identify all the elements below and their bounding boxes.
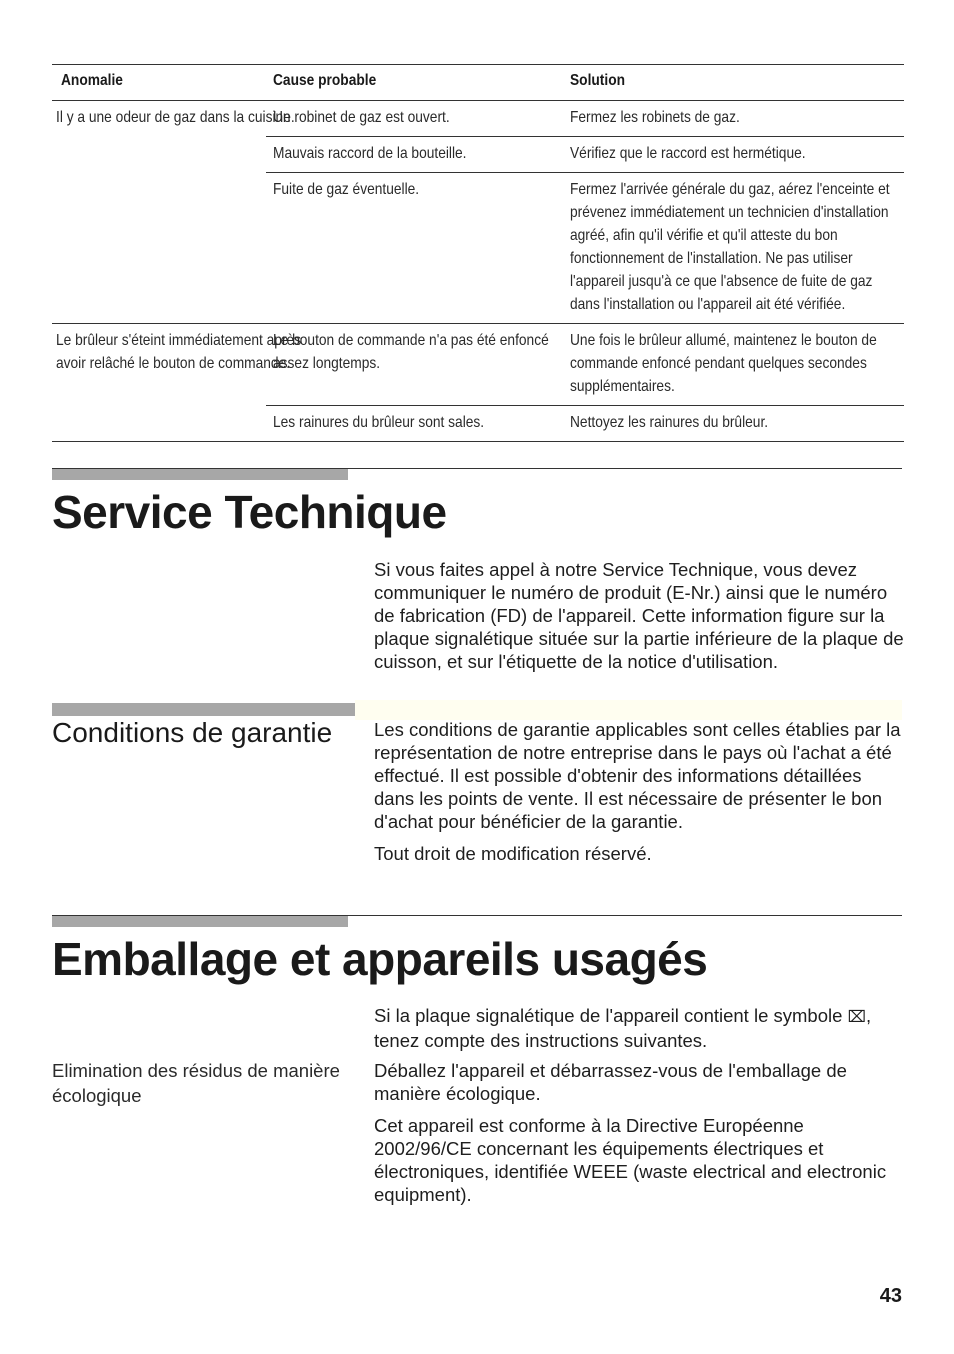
header-solution: Solution [570,72,626,89]
modification-note: Tout droit de modification réservé. [374,843,652,864]
table-row [266,173,904,323]
weee-bin-icon: ⌧ [847,1009,866,1026]
section-bar [52,915,348,927]
cause-cell: Le bouton de commande n'a pas été enfoncé assez longtemps. [273,332,549,372]
section-rule [52,468,902,469]
cause-cell: Mauvais raccord de la bouteille. [273,145,467,162]
table-header-row [52,64,904,101]
header-cause: Cause probable [273,72,377,89]
emballage-text: Déballez l'appareil et débarrassez-vous de l'emballage de manière écologique. Cet appareil est conforme à la Directive Européenne 2002/96/CE concernant les équipements électriques et électroniques, identifiée WEEE (waste electrical and electronic equipment). [374,1060,887,1205]
solution-cell: Une fois le brûleur allumé, maintenez le bouton de commande enfoncé pendant quelques secondes supplémentaires. [570,332,877,395]
section-bar [52,468,348,480]
table-row [266,101,904,137]
service-title: Service Technique [52,486,447,538]
garantie-title: Conditions de garantie [52,717,333,748]
cause-cell: Fuite de gaz éventuelle. [273,181,420,198]
solution-cell: Vérifiez que le raccord est hermétique. [570,145,806,162]
page-number: 43 [879,1285,902,1307]
table-group-burner-off [52,324,904,442]
table-row [266,137,904,173]
table-group-gas-odor [52,101,904,324]
cause-cell: Les rainures du brûleur sont sales. [273,414,485,431]
emballage-title: Emballage et appareils usagés [52,933,708,985]
anomalie-cell: Il y a une odeur de gaz dans la cuisine. [56,109,295,126]
highlight-band [355,700,902,720]
solution-cell: Nettoyez les rainures du brûleur. [570,414,769,431]
emballage-intro: Si la plaque signalétique de l'appareil contient le symbole ⌧, tenez compte des instructions suivantes. [374,1005,872,1051]
table-row [266,406,904,441]
garantie-text: Les conditions de garantie applicables sont celles établies par la représentation de notre entreprise dans le pays où l'achat a été effectué. Il est possible d'obtenir des informations détaillées dans les points de vente. Il est nécessaire de présenter le bon d'achat pour bénéficier de la garantie. Tout droit de modification réservé. [374,718,904,865]
solution-cell: Fermez les robinets de gaz. [570,109,740,126]
elimination-label: Elimination des résidus de manière écologique [52,1060,340,1106]
solution-cell: Fermez l'arrivée générale du gaz, aérez l'enceinte et prévenez immédiatement un technicien d'installation agréé, afin qu'il vérifie et qu'il atteste du bon fonctionnement de l'installation. Ne pas utiliser l'appareil jusqu'à ce que l'absence de fuite de gaz dans l'installation ou l'appareil ait été vérifiée. [570,181,890,313]
service-text: Si vous faites appel à notre Service Technique, vous devez communiquer le numéro de produit (E-Nr.) ainsi que le numéro de fabrication (FD) de l'appareil. Cette information figure sur la plaque signalétique située sur la partie inférieure de la plaque de cuisson, et sur l'étiquette de la notice d'utilisation. [374,559,904,672]
cause-cell: Un robinet de gaz est ouvert. [273,109,450,126]
anomalie-cell: Le brûleur s'éteint immédiatement après avoir relâché le bouton de commande. [56,332,302,372]
subsection-bar [52,703,355,716]
header-anomalie: Anomalie [61,72,123,89]
troubleshooting-table [52,64,904,442]
table-row [266,324,904,406]
section-rule [52,915,902,916]
